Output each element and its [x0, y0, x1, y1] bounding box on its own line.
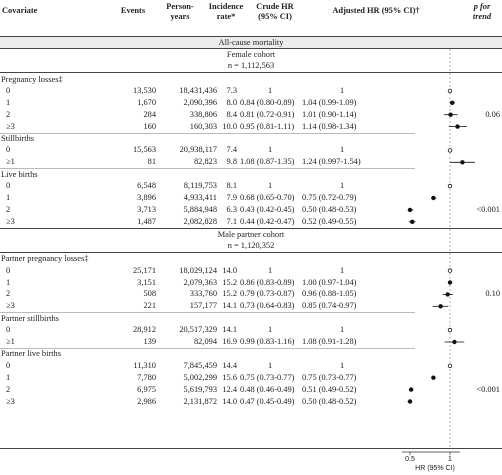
events-value: 1,670 [137, 97, 156, 107]
covariate-level: ≥3 [6, 396, 15, 406]
person-years-value: 5,619,793 [183, 384, 217, 394]
hr-point [455, 124, 459, 128]
crude-hr-value: 1 [268, 145, 273, 155]
covariate-level: 1 [6, 97, 11, 107]
hr-point [448, 184, 452, 188]
events-value: 221 [143, 301, 156, 311]
male-cohort-title: Male partner cohort [217, 229, 285, 239]
crude-hr-value: 0.81 (0.72-0.91) [240, 109, 295, 119]
adjusted-hr-value: 1 [340, 181, 345, 191]
hr-point [408, 208, 412, 212]
hr-point [448, 280, 452, 284]
hr-point [448, 328, 452, 332]
male-cohort-n: n = 1,120,352 [227, 240, 275, 250]
crude-hr-value: 1 [268, 265, 273, 275]
incidence-rate-value: 15.6 [222, 372, 237, 382]
incidence-rate-value: 6.3 [226, 204, 237, 214]
table-bottom-rule [0, 448, 502, 449]
adjusted-hr-value: 0.96 (0.88-1.05) [302, 289, 357, 299]
covariate-level: ≥3 [6, 301, 15, 311]
covariate-level: 0 [6, 265, 11, 275]
events-value: 13,530 [132, 85, 156, 95]
axis-tick-label: 0.5 [405, 456, 415, 463]
adjusted-hr-value: 1.04 (0.99-1.09) [302, 97, 357, 107]
crude-hr-value: 1 [268, 360, 273, 370]
person-years-value: 157,177 [189, 301, 217, 311]
incidence-rate-value: 14.0 [222, 396, 237, 406]
hr-point [452, 340, 456, 344]
crude-hr-value: 0.73 (0.64-0.83) [240, 301, 295, 311]
header-covariate: Covariate [2, 6, 38, 15]
incidence-rate-value: 7.3 [226, 85, 237, 95]
adjusted-hr-value: 0.75 (0.73-0.77) [302, 372, 357, 382]
crude-hr-value: 0.44 (0.42-0.47) [240, 216, 295, 226]
hr-point [445, 292, 449, 296]
person-years-value: 82,823 [193, 157, 217, 167]
header-crude-hr: Crude HR (95% CI) [256, 2, 294, 21]
female-cohort-title: Female cohort [226, 50, 276, 59]
header-adjusted-hr: Adjusted HR (95% CI)† [332, 6, 420, 15]
axis-tick-label: 1 [448, 456, 452, 463]
section-label: Pregnancy losses‡ [1, 74, 63, 84]
crude-hr-value: 0.47 (0.45-0.49) [240, 396, 295, 406]
incidence-rate-value: 10.0 [222, 121, 237, 131]
crude-hr-value: 0.68 (0.65-0.70) [240, 193, 295, 202]
events-value: 6,975 [137, 384, 156, 394]
events-value: 15,563 [132, 145, 156, 155]
events-value: 3,713 [137, 204, 156, 214]
p-trend-value: <0.001 [476, 204, 500, 214]
section-label: Partner live births [1, 349, 62, 359]
person-years-value: 2,131,872 [183, 396, 217, 406]
person-years-value: 2,090,396 [183, 97, 217, 107]
covariate-level: 2 [6, 204, 11, 214]
p-trend-value: <0.001 [476, 384, 500, 394]
header-person-years: Person- years [166, 2, 194, 21]
crude-hr-value: 0.84 (0.80-0.89) [240, 97, 295, 107]
hr-point [448, 113, 452, 117]
adjusted-hr-value: 0.51 (0.49-0.52) [302, 384, 357, 394]
covariate-level: 0 [6, 360, 11, 370]
person-years-value: 2,082,828 [183, 216, 217, 226]
adjusted-hr-value: 1.24 (0.997-1.54) [302, 157, 361, 167]
adjusted-hr-value: 0.75 (0.72-0.79) [302, 193, 357, 202]
person-years-value: 5,884,948 [183, 204, 217, 214]
header-incidence-rate: Incidence rate* [208, 2, 244, 21]
hr-point [450, 101, 454, 105]
crude-hr-value: 0.48 (0.46-0.49) [240, 384, 295, 394]
adjusted-hr-value: 0.52 (0.49-0.55) [302, 216, 357, 226]
covariate-level: ≥1 [6, 157, 15, 167]
adjusted-hr-value: 1 [340, 360, 345, 370]
events-value: 3,151 [137, 277, 156, 287]
adjusted-hr-value: 1 [340, 85, 345, 95]
person-years-value: 20,517,329 [179, 325, 217, 335]
adjusted-hr-value: 0.50 (0.48-0.53) [302, 204, 357, 214]
person-years-value: 82,094 [193, 337, 217, 346]
crude-hr-value: 0.86 (0.83-0.89) [240, 277, 295, 287]
covariate-level: 0 [6, 325, 11, 335]
events-value: 28,912 [132, 325, 156, 335]
covariate-level: ≥3 [6, 216, 15, 226]
events-value: 2,986 [137, 396, 156, 406]
incidence-rate-value: 15.2 [222, 277, 237, 287]
person-years-value: 7,845,459 [183, 360, 217, 370]
covariate-level: 1 [6, 277, 11, 287]
hr-point [438, 304, 442, 308]
incidence-rate-value: 7.1 [226, 216, 237, 226]
crude-hr-value: 0.43 (0.42-0.45) [240, 204, 295, 214]
person-years-value: 2,079,363 [183, 277, 217, 287]
adjusted-hr-value: 1 [340, 265, 345, 275]
incidence-rate-value: 8.1 [226, 181, 237, 191]
events-value: 3,896 [137, 193, 156, 202]
hr-point [448, 269, 452, 273]
header-p-trend: p for trend [472, 2, 492, 21]
section-label: Partner stillbirths [1, 313, 59, 323]
events-value: 6,548 [137, 181, 156, 191]
crude-hr-value: 1 [268, 85, 273, 95]
covariate-level: 1 [6, 193, 11, 202]
covariate-level: 0 [6, 145, 11, 155]
events-value: 81 [147, 157, 156, 167]
header-events: Events [120, 6, 146, 15]
events-value: 139 [143, 337, 156, 346]
events-value: 25,171 [132, 265, 156, 275]
adjusted-hr-value: 1.00 (0.97-1.04) [302, 277, 357, 287]
incidence-rate-value: 14.4 [222, 360, 237, 370]
section-label: Stillbirths [1, 134, 35, 143]
p-trend-value: 0.06 [485, 109, 500, 119]
adjusted-hr-value: 1.01 (0.90-1.14) [302, 109, 357, 119]
events-value: 7,780 [137, 372, 156, 382]
person-years-value: 18,029,124 [179, 265, 217, 275]
incidence-rate-value: 14.1 [222, 301, 237, 311]
person-years-value: 338,806 [189, 109, 217, 119]
crude-hr-value: 0.79 (0.73-0.87) [240, 289, 295, 299]
incidence-rate-value: 12.4 [222, 384, 237, 394]
events-value: 284 [143, 109, 156, 119]
person-years-value: 20,938,117 [179, 145, 217, 155]
covariate-level: 2 [6, 109, 11, 119]
crude-hr-value: 0.99 (0.83-1.16) [240, 337, 295, 346]
covariate-level: 2 [6, 289, 11, 299]
adjusted-hr-value: 0.50 (0.48-0.52) [302, 396, 357, 406]
crude-hr-value: 0.95 (0.81-1.11) [240, 121, 295, 131]
hr-point [448, 89, 452, 93]
incidence-rate-value: 8.0 [226, 97, 237, 107]
person-years-value: 5,002,299 [183, 372, 217, 382]
covariate-level: 0 [6, 85, 11, 95]
events-value: 160 [143, 121, 156, 131]
covariate-level: ≥1 [6, 337, 15, 346]
hr-point [448, 364, 452, 368]
events-value: 508 [143, 289, 156, 299]
incidence-rate-value: 14.1 [222, 325, 237, 335]
female-cohort-n: n = 1,112,563 [227, 61, 275, 70]
adjusted-hr-value: 1.14 (0.98-1.34) [302, 121, 357, 131]
covariate-level: 0 [6, 181, 11, 191]
covariate-level: 2 [6, 384, 11, 394]
crude-hr-value: 0.75 (0.73-0.77) [240, 372, 295, 382]
incidence-rate-value: 15.2 [222, 289, 237, 299]
hr-point [408, 399, 412, 403]
covariate-level: ≥3 [6, 121, 15, 131]
crude-hr-value: 1.08 (0.87-1.35) [240, 157, 295, 167]
person-years-value: 4,933,411 [183, 193, 217, 202]
crude-hr-value: 1 [268, 325, 273, 335]
person-years-value: 160,303 [189, 121, 217, 131]
adjusted-hr-value: 1 [340, 325, 345, 335]
hr-point [431, 196, 435, 200]
axis-label: HR (95% CI) [415, 465, 455, 472]
incidence-rate-value: 16.9 [222, 337, 237, 346]
hr-point [409, 387, 413, 391]
incidence-rate-value: 8.4 [226, 109, 237, 119]
incidence-rate-value: 7.9 [226, 193, 237, 202]
crude-hr-value: 1 [268, 181, 273, 191]
adjusted-hr-value: 1 [340, 145, 345, 155]
incidence-rate-value: 7.4 [226, 145, 237, 155]
adjusted-hr-value: 0.85 (0.74-0.97) [302, 301, 357, 311]
hr-point [410, 220, 414, 224]
section-label: Live births [1, 169, 38, 179]
outcome-band: All-cause mortality [0, 37, 502, 48]
section-label: Partner pregnancy losses‡ [1, 254, 89, 264]
person-years-value: 333,760 [189, 289, 217, 299]
person-years-value: 18,431,436 [179, 85, 217, 95]
covariate-level: 1 [6, 372, 11, 382]
hr-point [448, 149, 452, 153]
adjusted-hr-value: 1.08 (0.91-1.28) [302, 337, 357, 346]
events-value: 11,310 [133, 360, 156, 370]
p-trend-value: 0.10 [485, 289, 500, 299]
events-value: 1,487 [137, 216, 156, 226]
hr-point [431, 376, 435, 380]
person-years-value: 8,119,753 [183, 181, 217, 191]
incidence-rate-value: 9.8 [226, 157, 237, 167]
hr-point [460, 160, 464, 164]
incidence-rate-value: 14.0 [222, 265, 237, 275]
